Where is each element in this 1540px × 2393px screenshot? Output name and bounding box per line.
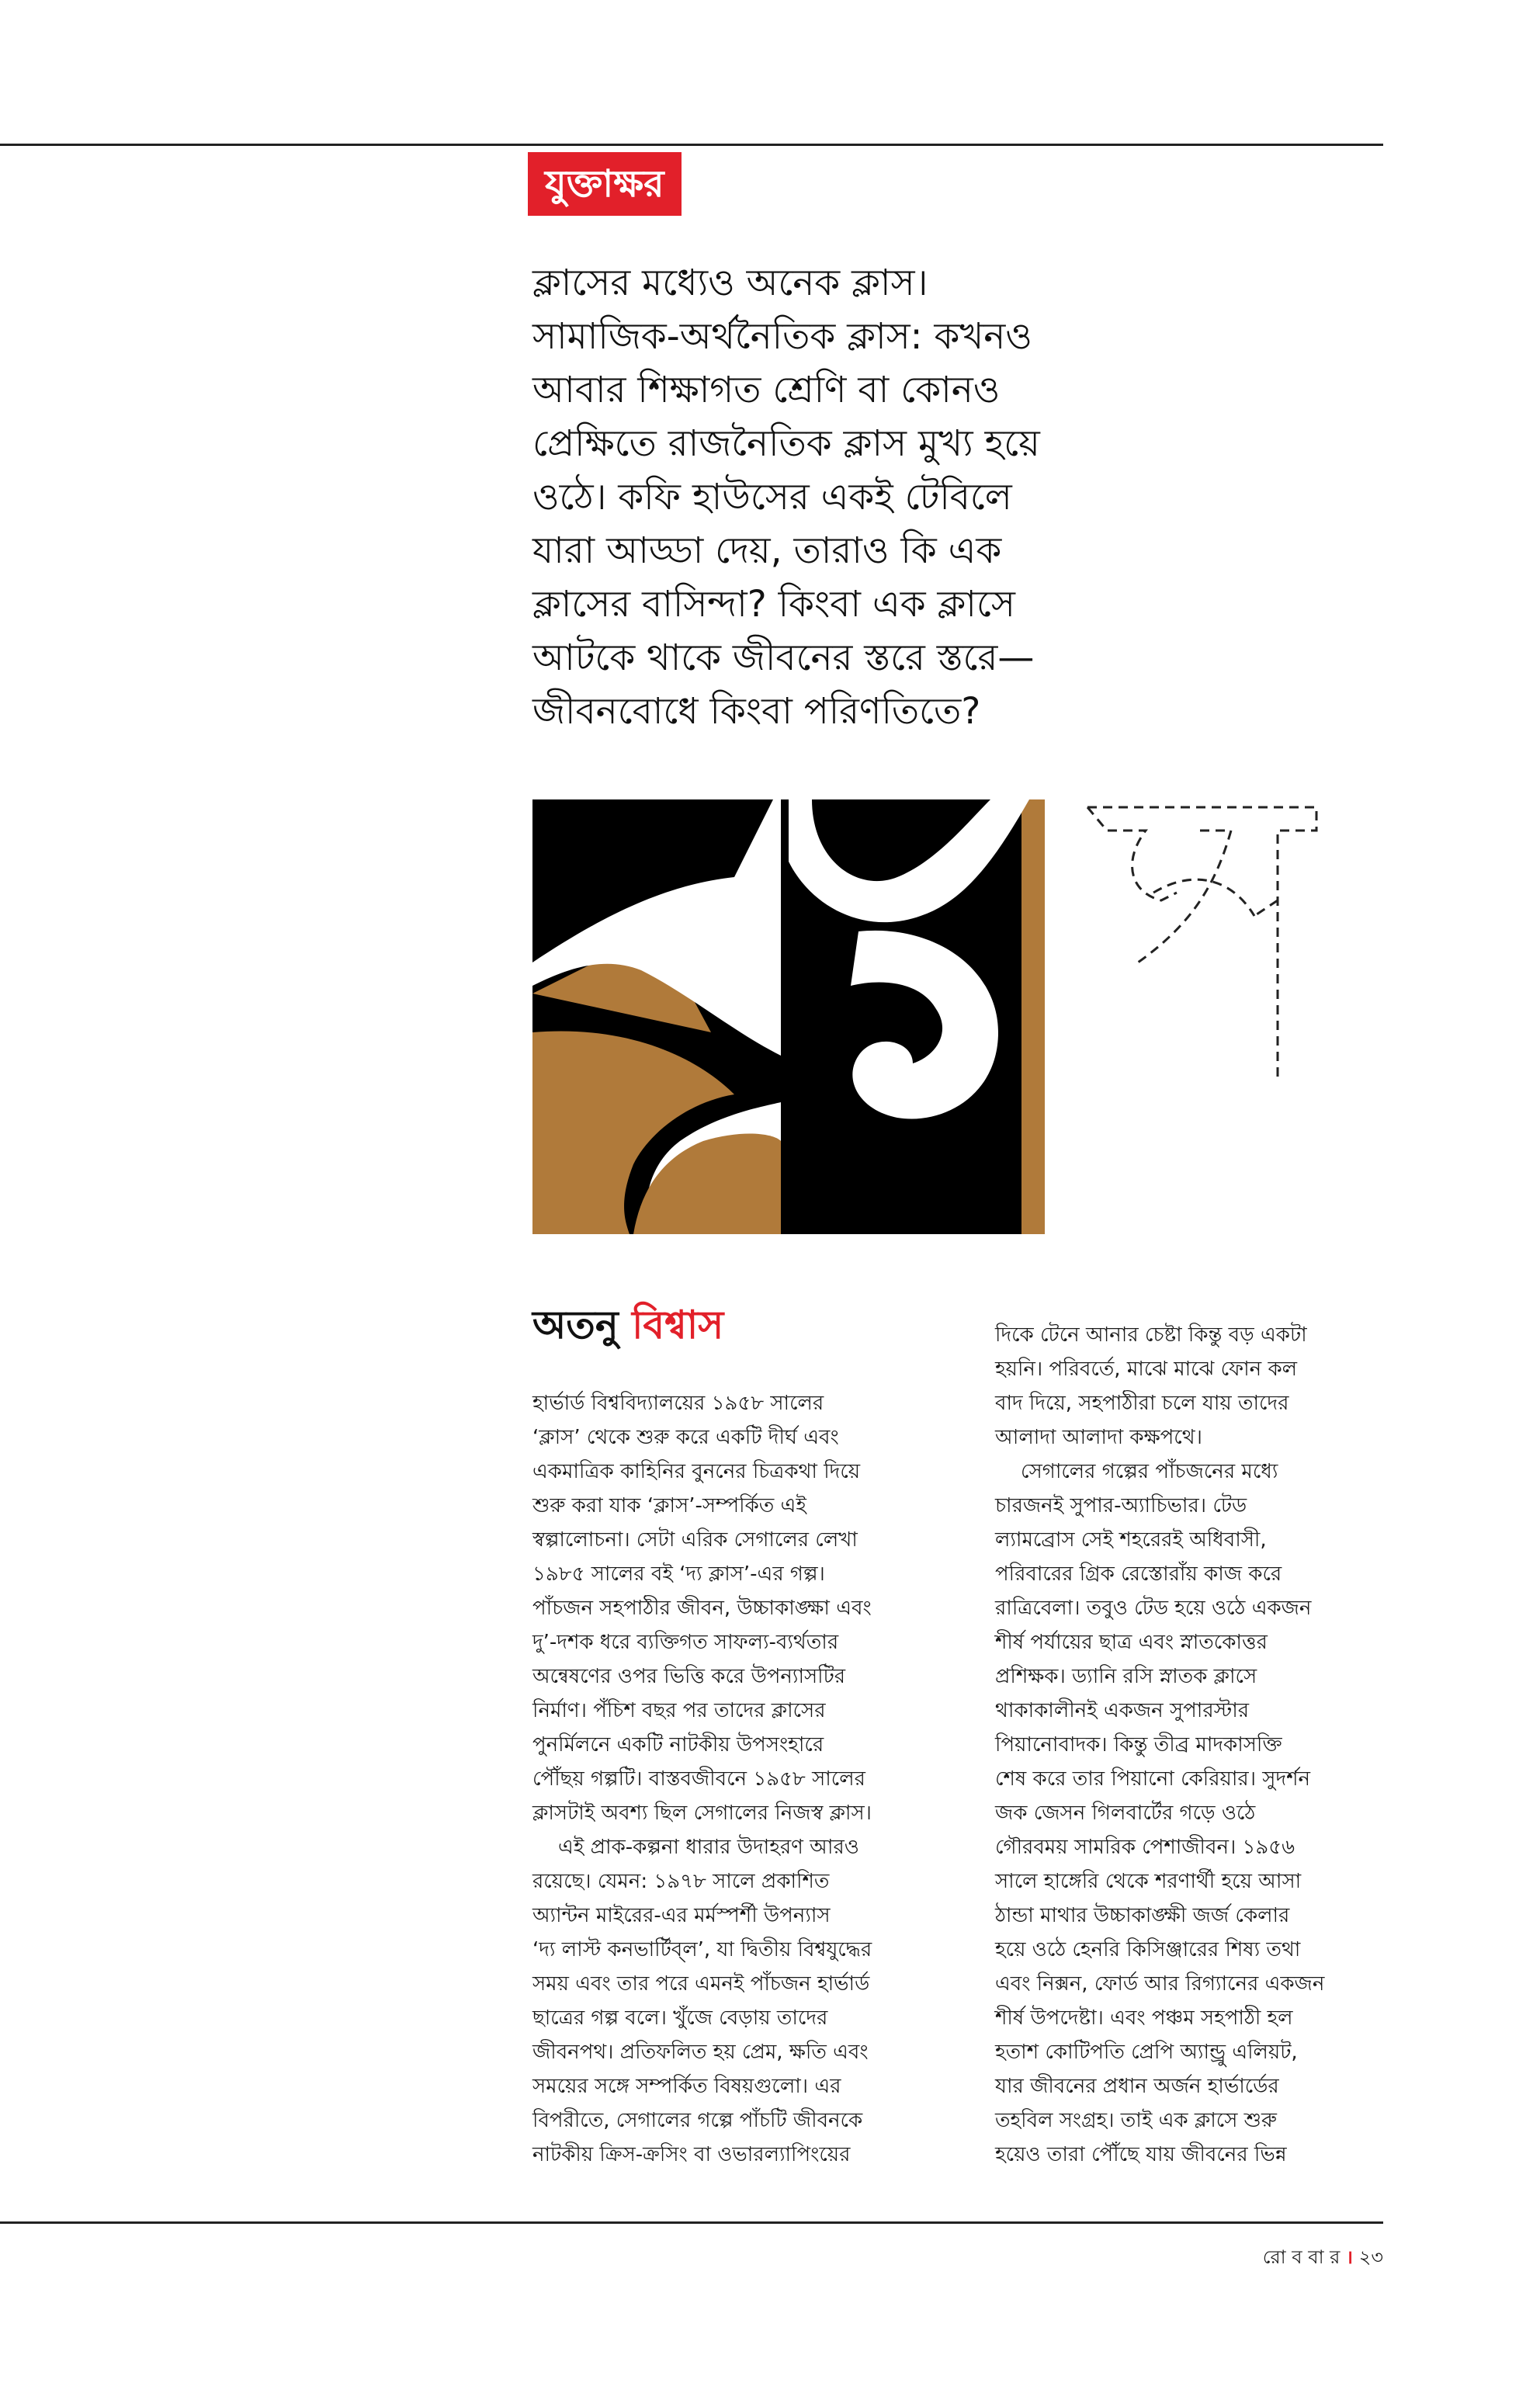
body-line: যার জীবনের প্রধান অর্জন হার্ভার্ডের: [995, 2075, 1279, 2098]
body-line: ল্যামব্রোস সেই শহরেরই অধিবাসী,: [995, 1528, 1267, 1552]
body-line: পিয়ানোবাদক। কিন্তু তীব্র মাদকাসক্তি: [995, 1733, 1282, 1757]
body-line: ঠান্ডা মাথার উচ্চাকাঙ্ক্ষী জর্জ কেলার: [995, 1904, 1290, 1927]
intro-line: ওঠে। কফি হাউসের একই টেবিলে: [532, 476, 1012, 518]
intro-line: প্রেক্ষিতে রাজনৈতিক ক্লাস মুখ্য হয়ে: [532, 422, 1040, 465]
body-line: বিপরীতে, সেগালের গল্পে পাঁচটি জীবনকে: [532, 2109, 863, 2132]
body-line: শুরু করা যাক ‘ক্লাস’-সম্পর্কিত এই: [532, 1494, 806, 1517]
body-line: শীর্ষ পর্যায়ের ছাত্র এবং স্নাতকোত্তর: [995, 1631, 1268, 1654]
body-line: হার্ভার্ড বিশ্ববিদ্যালয়ের ১৯৫৮ সালের: [532, 1392, 824, 1415]
body-line: পাঁচজন সহপাঠীর জীবন, উচ্চাকাঙ্ক্ষা এবং: [532, 1597, 872, 1620]
page-folio: [1263, 2243, 1383, 2274]
artwork-ochre-band: [1021, 799, 1045, 1234]
body-line: পরিবারের গ্রিক রেস্তোরাঁয় কাজ করে: [995, 1562, 1282, 1586]
body-line: জীবনপথ। প্রতিফলিত হয় প্রেম, ক্ষতি এবং: [532, 2041, 869, 2064]
body-line: দু’-দশক ধরে ব্যক্তিগত সাফল্য-ব্যর্থতার: [532, 1631, 839, 1654]
body-line: অন্বেষণের ওপর ভিত্তি করে উপন্যাসটির: [532, 1665, 846, 1688]
body-line: ক্লাসটাই অবশ্য ছিল সেগালের নিজস্ব ক্লাস।: [532, 1802, 872, 1825]
body-line: সেগালের গল্পের পাঁচজনের মধ্যে: [995, 1460, 1278, 1483]
body-line: থাকাকালীনই একজন সুপারস্টার: [995, 1699, 1250, 1722]
body-line: রাত্রিবেলা। তবুও টেড হয়ে ওঠে একজন: [995, 1597, 1312, 1620]
intro-line: জীবনবোধে কিংবা পরিণতিতে?: [532, 690, 981, 733]
body-line: হয়নি। পরিবর্তে, মাঝে মাঝে ফোন কল: [995, 1358, 1298, 1381]
byline: [532, 1296, 723, 1361]
body-column-right: [995, 1318, 1445, 2172]
body-line: আলাদা আলাদা কক্ষপথে।: [995, 1426, 1202, 1449]
bottom-rule: [0, 2221, 1383, 2224]
glyph-artwork: [532, 799, 1332, 1234]
intro-line: সামাজিক-অর্থনৈতিক ক্লাস: কখনও: [532, 315, 1032, 358]
intro-line: আবার শিক্ষাগত শ্রেণি বা কোনও: [532, 369, 1001, 411]
author-last-name: বিশ্বাস: [632, 1302, 724, 1347]
body-line: পৌঁছয় গল্পটি। বাস্তবজীবনে ১৯৫৮ সালের: [532, 1767, 865, 1791]
body-line: চারজনই সুপার-অ্যাচিভার। টেড: [995, 1494, 1247, 1517]
body-line: হতাশ কোটিপতি প্রেপি অ্যান্ড্রু এলিয়ট,: [995, 2041, 1298, 2064]
section-tag: যুক্তাক্ষর: [528, 152, 682, 216]
body-line: ‘দ্য লাস্ট কনভার্টিব্‌ল’, যা দ্বিতীয় বিশ্বযুদ্ধের: [532, 1938, 872, 1961]
body-line: হয়ে ওঠে হেনরি কিসিঞ্জারের শিষ্য তথা: [995, 1938, 1301, 1961]
body-line: ‘ক্লাস’ থেকে শুরু করে একটি দীর্ঘ এবং: [532, 1426, 839, 1449]
page-number: ২৩: [1358, 2246, 1383, 2268]
body-line: তহবিল সংগ্রহ। তাই এক ক্লাসে শুরু: [995, 2109, 1277, 2132]
body-line: ১৯৮৫ সালের বই ‘দ্য ক্লাস’-এর গল্প।: [532, 1562, 825, 1586]
body-line: স্বল্পালোচনা। সেটা এরিক সেগালের লেখা: [532, 1528, 858, 1552]
body-line: শেষ করে তার পিয়ানো কেরিয়ার। সুদর্শন: [995, 1767, 1310, 1791]
body-line: অ্যান্টন মাইরের-এর মর্মস্পর্শী উপন্যাস: [532, 1904, 831, 1927]
body-line: সালে হাঙ্গেরি থেকে শরণার্থী হয়ে আসা: [995, 1870, 1302, 1893]
folio-separator: ।: [1346, 2246, 1354, 2268]
body-line: প্রশিক্ষক। ড্যানি রসি স্নাতক ক্লাসে: [995, 1665, 1257, 1688]
body-line: নাটকীয় ক্রিস-ক্রসিং বা ওভারল্যাপিংয়ের: [532, 2143, 851, 2166]
body-line: শীর্ষ উপদেষ্টা। এবং পঞ্চম সহপাঠী হল: [995, 2006, 1293, 2030]
publication-name: রো ব বা র: [1262, 2246, 1341, 2268]
intro-line: আটকে থাকে জীবনের স্তরে স্তরে—: [532, 636, 1035, 679]
intro-blurb: [532, 256, 1091, 738]
artwork-dashed-glyph: [1087, 807, 1316, 1079]
body-line: সময় এবং তার পরে এমনই পাঁচজন হার্ভার্ড: [532, 1972, 870, 1996]
body-column-left: [532, 1386, 983, 2172]
intro-line: ক্লাসের মধ্যেও অনেক ক্লাস।: [532, 262, 928, 304]
body-line: এবং নিক্সন, ফোর্ড আর রিগ্যানের একজন: [995, 1972, 1325, 1996]
body-line: হয়েও তারা পৌঁছে যায় জীবনের ভিন্ন: [995, 2143, 1287, 2166]
body-line: ছাত্রের গল্প বলে। খুঁজে বেড়ায় তাদের: [532, 2006, 828, 2030]
body-line: জক জেসন গিলবার্টের গড়ে ওঠে: [995, 1802, 1256, 1825]
body-line: বাদ দিয়ে, সহপাঠীরা চলে যায় তাদের: [995, 1392, 1289, 1415]
body-line: এই প্রাক-কল্পনা ধারার উদাহরণ আরও: [532, 1836, 859, 1859]
body-line: পুনর্মিলনে একটি নাটকীয় উপসংহারে: [532, 1733, 824, 1757]
body-line: গৌরবময় সামরিক পেশাজীবন। ১৯৫৬: [995, 1836, 1295, 1859]
body-line: একমাত্রিক কাহিনির বুননের চিত্রকথা দিয়ে: [532, 1460, 861, 1483]
intro-line: যারা আড্ডা দেয়, তারাও কি এক: [532, 529, 1002, 572]
body-line: দিকে টেনে আনার চেষ্টা কিন্তু বড় একটা: [995, 1323, 1307, 1347]
body-line: সময়ের সঙ্গে সম্পর্কিত বিষয়গুলো। এর: [532, 2075, 841, 2098]
intro-line: ক্লাসের বাসিন্দা? কিংবা এক ক্লাসে: [532, 583, 1015, 626]
body-line: রয়েছে। যেমন: ১৯৭৮ সালে প্রকাশিত: [532, 1870, 830, 1893]
body-line: নির্মাণ। পঁচিশ বছর পর তাদের ক্লাসের: [532, 1699, 826, 1722]
top-rule: [0, 144, 1383, 146]
author-first-name: অতনু: [532, 1302, 619, 1347]
